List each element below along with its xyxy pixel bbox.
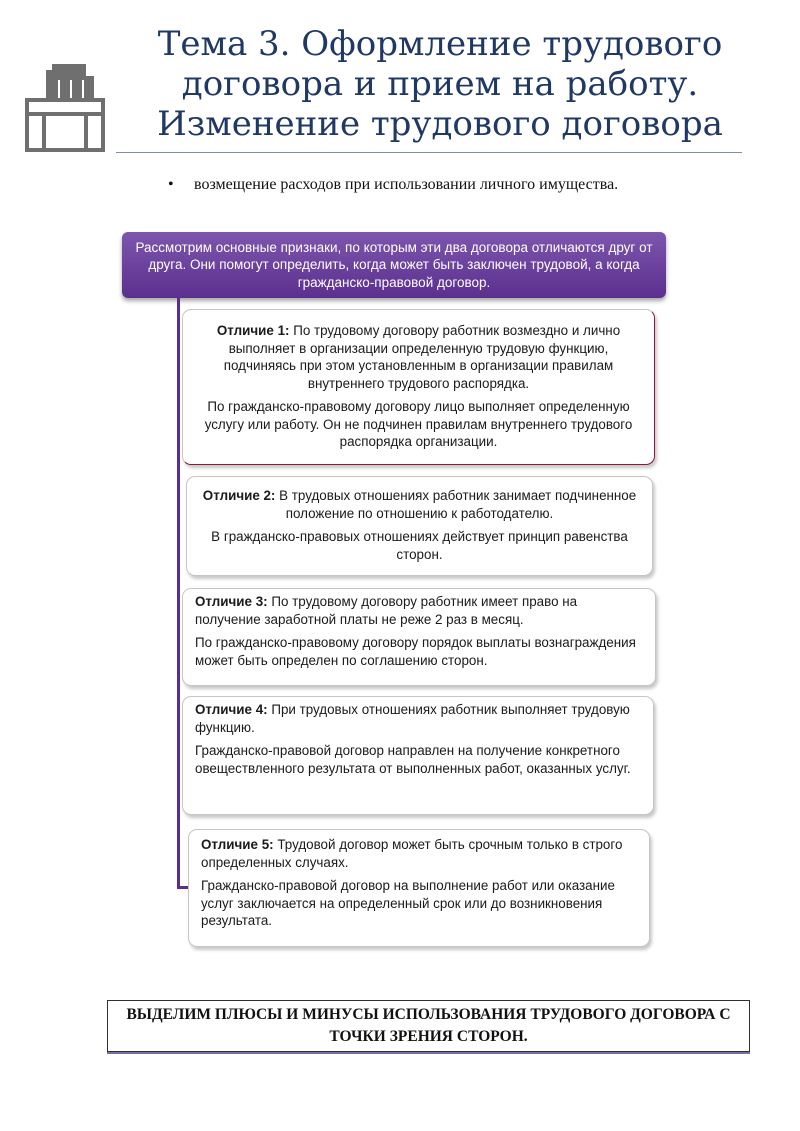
- conclusion-box: [107, 1000, 750, 1052]
- card-label: Отличие 5:: [201, 837, 274, 852]
- card-paragraph: [201, 836, 637, 871]
- card-label: Отличие 1:: [216, 323, 290, 338]
- card-paragraph: Гражданско-правовой договор на выполнение работ или оказание услуг заключается на определенный срок или до возникновения результата.: [201, 878, 615, 928]
- bullet-dot-icon: •: [168, 176, 174, 193]
- card-paragraph: В гражданско-правовых отношениях действует принцип равенства сторон.: [211, 529, 628, 562]
- bullet-item: [168, 176, 728, 194]
- card-paragraph: По гражданско-правовому договору порядок выплаты вознаграждения может быть определен по соглашению сторон.: [195, 635, 636, 668]
- difference-card-3: [182, 588, 656, 686]
- difference-card-2: [186, 476, 653, 576]
- card-paragraph: [195, 593, 643, 628]
- card-paragraph: [195, 322, 642, 392]
- page-title: Тема 3. Оформление трудового договора и прием на работу. Изменение трудового договора: [157, 24, 723, 144]
- bullet-text: возмещение расходов при использовании личного имущества.: [194, 176, 619, 193]
- card-paragraph: [199, 487, 640, 522]
- card-label: Отличие 3:: [195, 594, 268, 609]
- card-paragraph: [195, 701, 641, 736]
- card-label: Отличие 4:: [195, 702, 268, 717]
- card-text: При трудовых отношениях работник выполняет трудовую функцию.: [195, 702, 630, 735]
- difference-card-4: [182, 696, 654, 815]
- intro-box: [122, 232, 666, 298]
- title-divider: [116, 152, 742, 153]
- connector-line: [177, 298, 180, 888]
- conclusion-text: ВЫДЕЛИМ ПЛЮСЫ И МИНУСЫ ИСПОЛЬЗОВАНИЯ ТРУДОВОГО ДОГОВОРА С ТОЧКИ ЗРЕНИЯ СТОРОН.: [126, 1006, 731, 1045]
- card-paragraph: По гражданско-правовому договору лицо выполняет определенную услугу или работу. Он не подчинен правилам внутреннего трудового распорядка организации.: [204, 399, 633, 449]
- card-text: В трудовых отношениях работник занимает подчиненное положение по отношению к работодателю.: [275, 488, 637, 521]
- card-label: Отличие 2:: [202, 488, 276, 503]
- card-text: По трудовому договору работник имеет право на получение заработной платы не реже 2 раз в месяц.: [195, 594, 578, 627]
- intro-text: Рассмотрим основные признаки, по которым эти два договора отличаются друг от друга. Они помогут определить, когда может быть заключен трудовой, а когда гражданско-правовой договор.: [135, 239, 653, 290]
- card-text: Трудовой договор может быть срочным только в строго определенных случаях.: [201, 837, 623, 870]
- difference-card-5: [188, 829, 650, 947]
- briefcase-hand-icon: [24, 62, 106, 154]
- difference-card-1: [182, 309, 655, 465]
- card-paragraph: Гражданско-правовой договор направлен на получение конкретного овеществленного результата от выполненных работ, оказанных услуг.: [195, 743, 631, 776]
- card-text: По трудовому договору работник возмездно и лично выполняет в организации определенную трудовую функцию, подчиняясь при этом установленным в организации правилам внутреннего трудового распорядка.: [223, 323, 621, 391]
